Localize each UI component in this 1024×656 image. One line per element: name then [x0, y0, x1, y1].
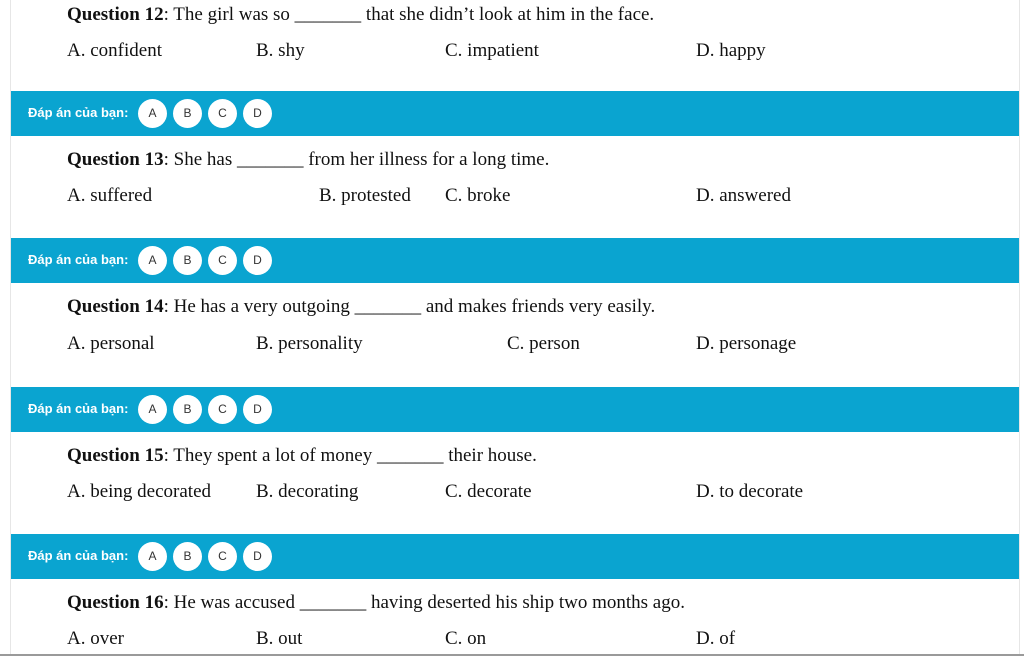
answer-label: Đáp án của bạn:	[28, 401, 129, 416]
option-d: D. to decorate	[696, 481, 804, 502]
answer-choice-a[interactable]: A	[138, 395, 167, 424]
question-text: Question 13: She has _______ from her illness for a long time.	[67, 149, 550, 170]
answer-label: Đáp án của bạn:	[28, 252, 129, 267]
question-14	[11, 283, 1019, 387]
question-15	[11, 432, 1019, 534]
option-d: D. answered	[696, 185, 791, 206]
option-c: C. decorate	[445, 481, 532, 502]
option-d: D. happy	[696, 40, 766, 61]
option-d: D. personage	[696, 333, 797, 354]
answer-choice-a[interactable]: A	[138, 246, 167, 275]
answer-bar-13	[11, 238, 1019, 283]
option-a: A. over	[67, 628, 124, 649]
answer-bar-15	[11, 534, 1019, 579]
answer-choice-a[interactable]: A	[138, 99, 167, 128]
answer-choice-d[interactable]: D	[243, 395, 272, 424]
question-13	[11, 136, 1019, 238]
answer-label: Đáp án của bạn:	[28, 548, 129, 563]
option-c: C. person	[507, 333, 580, 354]
answer-choice-d[interactable]: D	[243, 542, 272, 571]
answer-choice-c[interactable]: C	[208, 395, 237, 424]
option-b: B. out	[256, 628, 303, 649]
answer-choice-c[interactable]: C	[208, 99, 237, 128]
answer-choice-b[interactable]: B	[173, 395, 202, 424]
question-text: Question 15: They spent a lot of money _______ their house.	[67, 445, 537, 466]
answer-choice-b[interactable]: B	[173, 99, 202, 128]
option-c: C. broke	[445, 185, 511, 206]
question-16	[11, 579, 1019, 656]
quiz-panel	[10, 0, 1020, 656]
answer-choice-c[interactable]: C	[208, 542, 237, 571]
option-c: C. on	[445, 628, 487, 649]
answer-choice-b[interactable]: B	[173, 246, 202, 275]
option-d: D. of	[696, 628, 736, 649]
answer-choice-d[interactable]: D	[243, 99, 272, 128]
question-text: Question 14: He has a very outgoing _______ and makes friends very easily.	[67, 296, 656, 317]
option-c: C. impatient	[445, 40, 539, 61]
answer-label: Đáp án của bạn:	[28, 105, 129, 120]
option-a: A. confident	[67, 40, 162, 61]
question-12	[11, 0, 1019, 91]
option-b: B. protested	[319, 185, 411, 206]
option-b: B. personality	[256, 333, 363, 354]
answer-choice-a[interactable]: A	[138, 542, 167, 571]
answer-choice-c[interactable]: C	[208, 246, 237, 275]
answer-choice-b[interactable]: B	[173, 542, 202, 571]
option-a: A. personal	[67, 333, 155, 354]
option-b: B. decorating	[256, 481, 359, 502]
question-text: Question 12: The girl was so _______ that she didn’t look at him in the face.	[67, 4, 655, 25]
answer-bar-14	[11, 387, 1019, 432]
option-a: A. being decorated	[67, 481, 212, 502]
question-text: Question 16: He was accused _______ having deserted his ship two months ago.	[67, 592, 685, 613]
answer-bar-12	[11, 91, 1019, 136]
option-a: A. suffered	[67, 185, 153, 206]
option-b: B. shy	[256, 40, 305, 61]
answer-choice-d[interactable]: D	[243, 246, 272, 275]
